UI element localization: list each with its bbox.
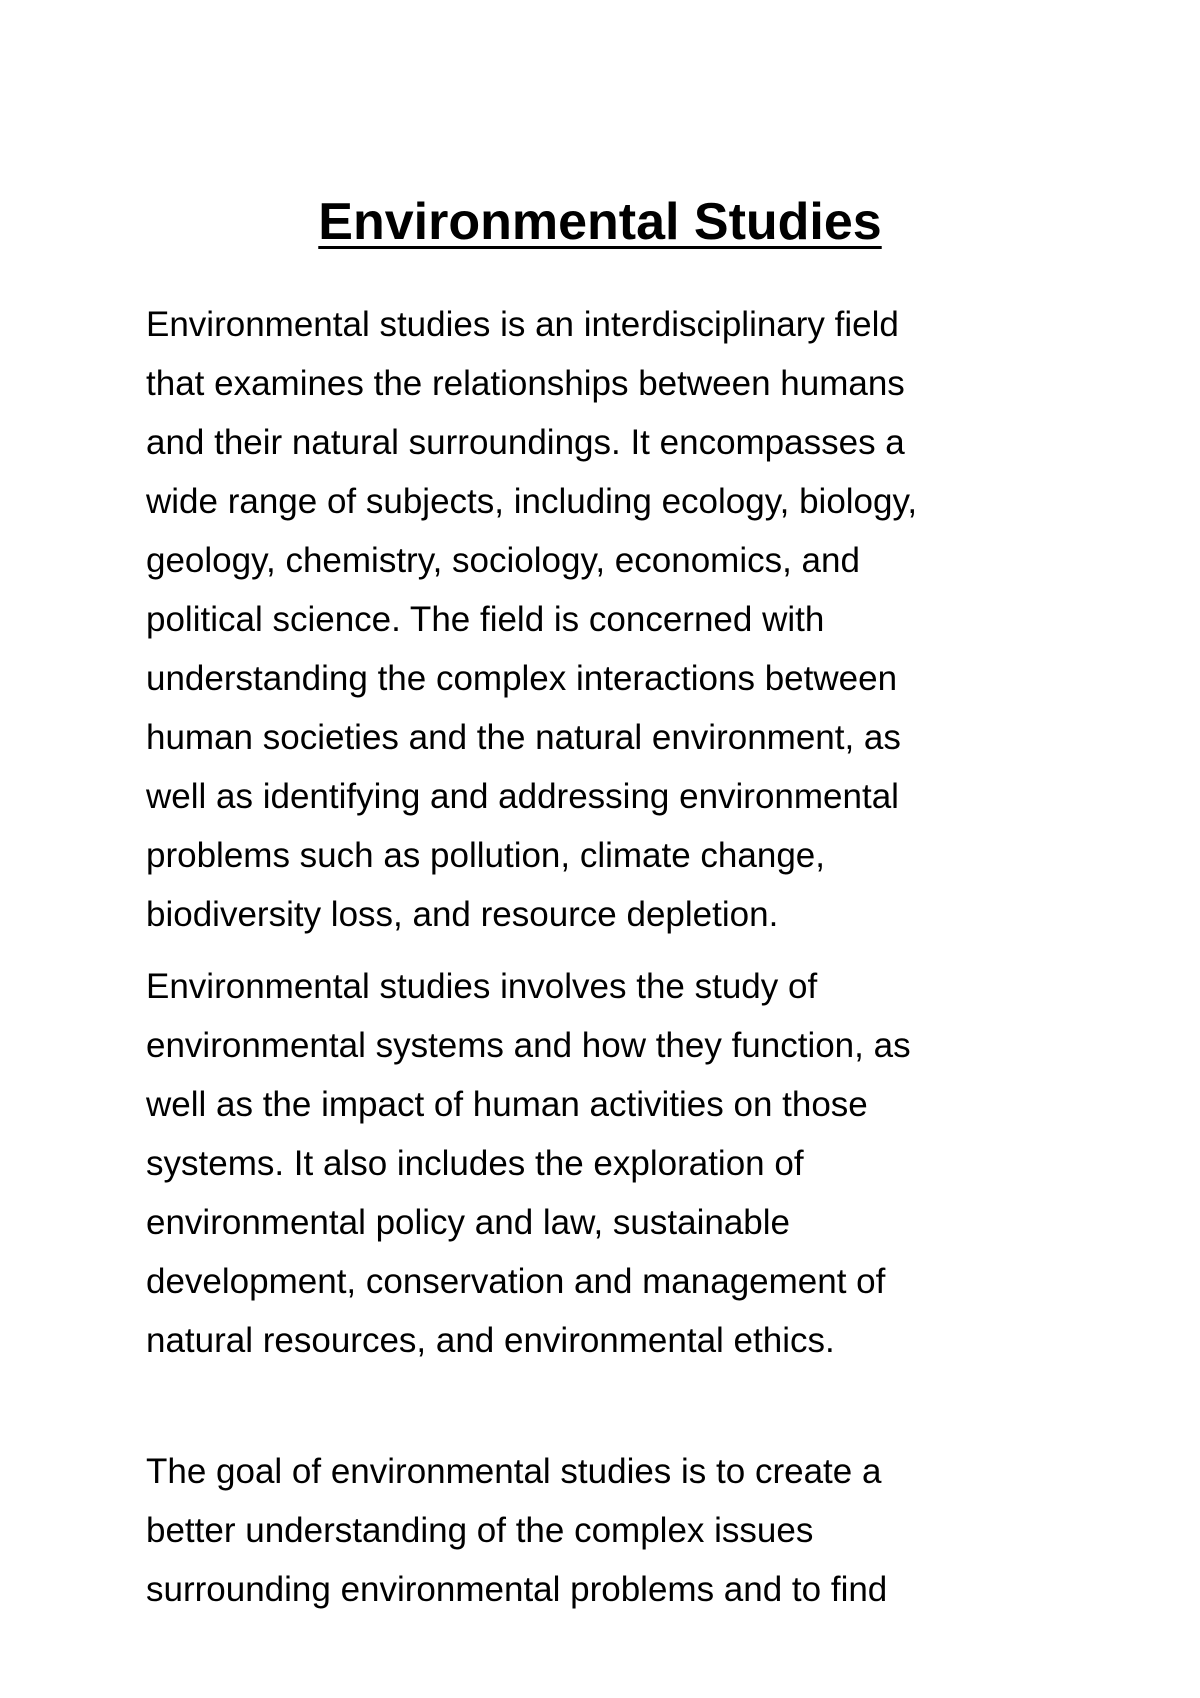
paragraph-line: human societies and the natural environment, as: [146, 718, 901, 757]
document-title: [0, 186, 1200, 258]
paragraph-line: that examines the relationships between humans: [146, 364, 905, 403]
paragraph-line: well as the impact of human activities on those: [146, 1085, 868, 1124]
paragraph-line: better understanding of the complex issues: [146, 1511, 814, 1550]
paragraph-line: natural resources, and environmental ethics.: [146, 1321, 835, 1360]
paragraph-3: [146, 1442, 1086, 1619]
paragraph-line: Environmental studies is an interdisciplinary field: [146, 305, 899, 344]
paragraph-line: understanding the complex interactions between: [146, 659, 898, 698]
document-title-text: Environmental Studies: [318, 193, 882, 251]
paragraph-line: wide range of subjects, including ecology, biology,: [146, 482, 918, 521]
paragraph-line: geology, chemistry, sociology, economics, and: [146, 541, 860, 580]
paragraph-line: Environmental studies involves the study of: [146, 967, 818, 1006]
paragraph-line: biodiversity loss, and resource depletion.: [146, 895, 779, 934]
paragraph-line: environmental policy and law, sustainable: [146, 1203, 790, 1242]
paragraph-line: The goal of environmental studies is to create a: [146, 1452, 882, 1491]
paragraph-1: [146, 295, 1086, 944]
paragraph-line: surrounding environmental problems and to find: [146, 1570, 888, 1609]
paragraph-line: and their natural surroundings. It encompasses a: [146, 423, 905, 462]
paragraph-line: political science. The field is concerned with: [146, 600, 825, 639]
paragraph-2: [146, 957, 1086, 1370]
paragraph-line: development, conservation and management of: [146, 1262, 886, 1301]
paragraph-line: well as identifying and addressing environmental: [146, 777, 899, 816]
paragraph-line: systems. It also includes the exploration of: [146, 1144, 804, 1183]
paragraph-line: problems such as pollution, climate change,: [146, 836, 825, 875]
paragraph-line: environmental systems and how they function, as: [146, 1026, 911, 1065]
